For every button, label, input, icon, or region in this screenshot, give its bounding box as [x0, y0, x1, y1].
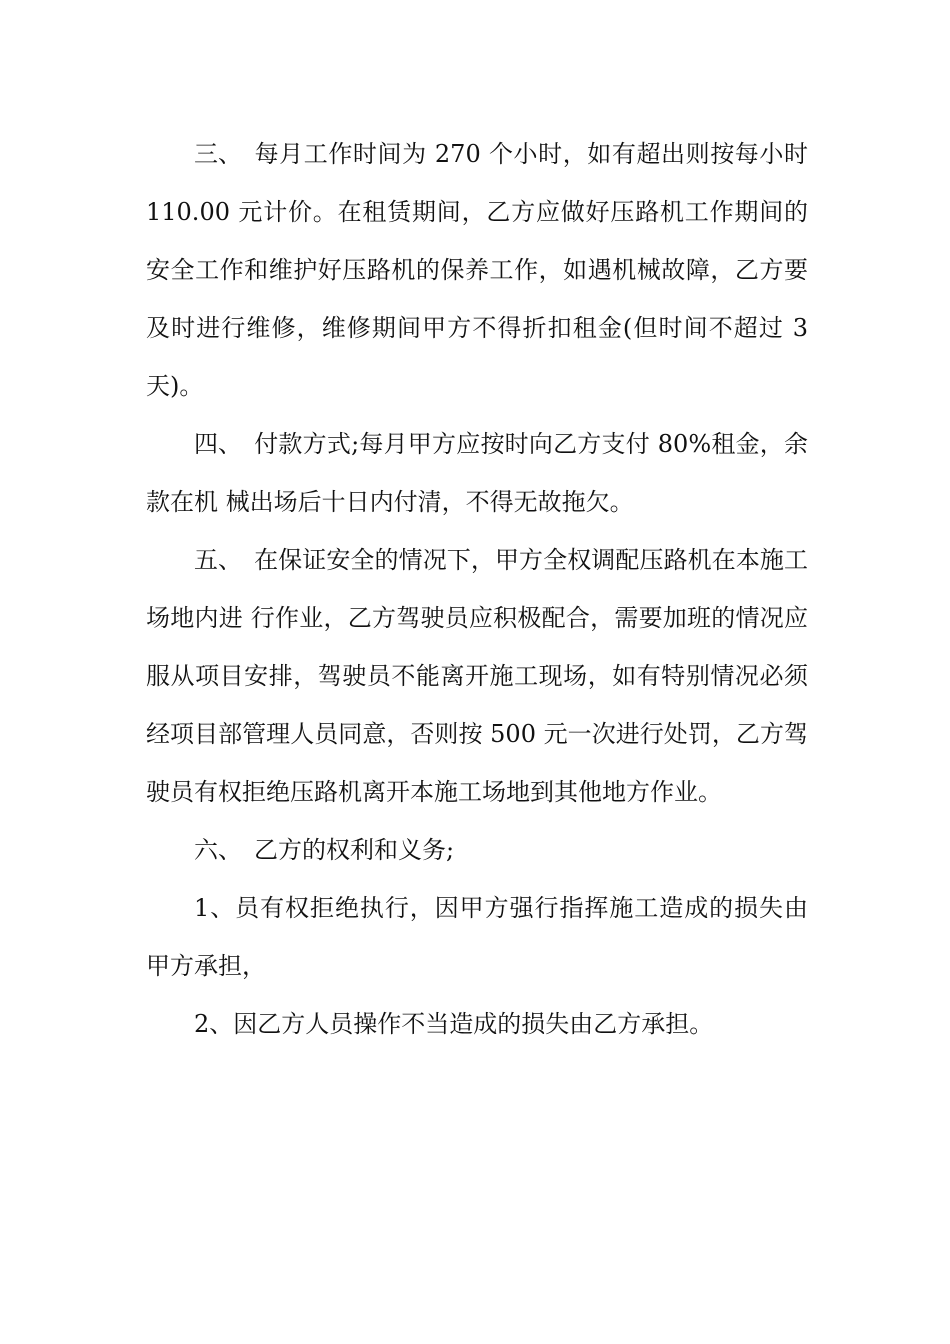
- clause-4: [146, 415, 808, 531]
- clause-text: 每月工作时间为 270 个小时，如有超出则按每小时 110.00 元计价。在租赁期间，乙方应做好压路机工作期间的安全工作和维护好压路机的保养工作，如遇机械故障，乙方要及时进行维修，维修期间甲方不得折扣租金(但时间不超过 3 天)。: [146, 140, 808, 400]
- clause-number: 四、: [194, 430, 242, 458]
- clause-5: [146, 531, 808, 821]
- sub-item-text: 2、因乙方人员操作不当造成的损失由乙方承担。: [194, 1010, 714, 1038]
- clause-3: [146, 125, 808, 415]
- clause-text: 付款方式;每月甲方应按时向乙方支付 80%租金，余款在机 械出场后十日内付清，不得无故拖欠。: [146, 430, 808, 516]
- clause-text: 在保证安全的情况下，甲方全权调配压路机在本施工场地内进 行作业，乙方驾驶员应积极配合，需要加班的情况应服从项目安排，驾驶员不能离开施工现场，如有特别情况必须经项目部管理人员同意，否则按 500 元一次进行处罚，乙方驾驶员有权拒绝压路机离开本施工场地到其他地方作业。: [146, 546, 808, 806]
- document-body: [146, 125, 808, 1053]
- clause-number: 三、: [194, 140, 242, 168]
- clause-6: [146, 821, 808, 879]
- clause-number: 五、: [194, 546, 242, 574]
- clause-text: 乙方的权利和义务;: [254, 836, 455, 864]
- clause-number: 六、: [194, 836, 242, 864]
- sub-item-text: 1、员有权拒绝执行，因甲方强行指挥施工造成的损失由甲方承担，: [146, 894, 808, 980]
- sub-item-2: [146, 995, 808, 1053]
- sub-item-1: [146, 879, 808, 995]
